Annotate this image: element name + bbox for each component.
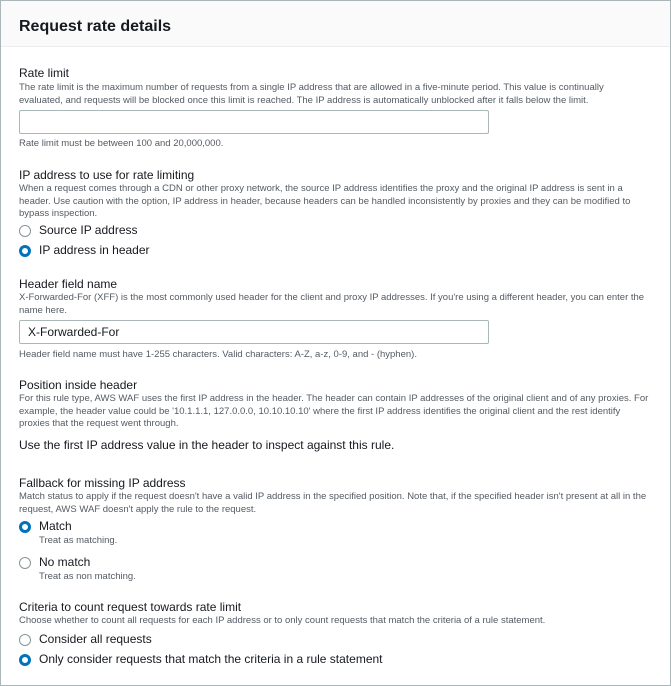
radio-source-ip-button[interactable] (19, 225, 31, 237)
radio-match-button[interactable] (19, 521, 31, 533)
position-label: Position inside header (19, 378, 138, 392)
radio-ip-in-header[interactable] (19, 243, 150, 258)
fallback-description: Match status to apply if the request doesn't have a valid IP address in the specified position. Note that, if the specified header isn't present at all in the request, AWS WAF doesn't apply the rule to the request. (19, 491, 647, 515)
panel-header (1, 1, 670, 47)
rate-limit-input[interactable] (19, 110, 489, 134)
radio-no-match-button[interactable] (19, 557, 31, 569)
radio-only-matching-label: Only consider requests that match the criteria in a rule statement (39, 652, 383, 666)
radio-match-sublabel: Treat as matching. (39, 535, 118, 546)
radio-only-matching[interactable] (19, 652, 383, 667)
radio-source-ip[interactable] (19, 223, 138, 238)
position-text: Use the first IP address value in the header to inspect against this rule. (19, 438, 395, 452)
rate-limit-label: Rate limit (19, 66, 70, 80)
radio-consider-all[interactable] (19, 632, 152, 647)
radio-only-matching-button[interactable] (19, 654, 31, 666)
radio-consider-all-button[interactable] (19, 634, 31, 646)
rate-limit-hint: Rate limit must be between 100 and 20,000,000. (19, 138, 224, 149)
criteria-label: Criteria to count request towards rate limit (19, 600, 242, 614)
panel-title: Request rate details (19, 18, 172, 35)
radio-ip-in-header-label: IP address in header (39, 243, 150, 257)
header-field-label: Header field name (19, 277, 118, 291)
radio-no-match[interactable] (19, 555, 90, 570)
radio-no-match-sublabel: Treat as non matching. (39, 571, 136, 582)
radio-no-match-label: No match (39, 555, 91, 569)
fallback-label: Fallback for missing IP address (19, 476, 186, 490)
header-field-input[interactable] (19, 320, 489, 344)
criteria-description: Choose whether to count all requests for each IP address or to only count requests that match the criteria of a rule statement. (19, 615, 546, 626)
position-description: For this rule type, AWS WAF uses the first IP address in the header. The header can contain IP addresses of the original client and of any proxies. For example, the header value could be '10.1.1.1, 127.0.0.0, 10.10.10.10' where the first IP address identifies the original client and the rest identify proxies that the request went through. (19, 393, 649, 429)
radio-consider-all-label: Consider all requests (39, 632, 152, 646)
ip-address-description: When a request comes through a CDN or other proxy network, the source IP address identifies the proxy and the original IP address is sent in a header. Use caution with the option, IP address in header, because headers can be handled inconsistently by proxies and they can be modified to bypass inspection. (19, 183, 631, 219)
ip-address-label: IP address to use for rate limiting (19, 168, 195, 182)
radio-match[interactable] (19, 519, 72, 534)
radio-match-label: Match (39, 519, 72, 533)
header-field-hint: Header field name must have 1-255 characters. Valid characters: A-Z, a-z, 0-9, and - (hyphen). (19, 349, 417, 360)
header-field-description: X-Forwarded-For (XFF) is the most commonly used header for the client and proxy IP addresses. If you're using a different header, you can enter the name here. (19, 292, 645, 316)
radio-source-ip-label: Source IP address (39, 223, 138, 237)
radio-ip-in-header-button[interactable] (19, 245, 31, 257)
rate-limit-description: The rate limit is the maximum number of requests from a single IP address that are allowed in a five-minute period. This value is continually evaluated, and requests will be blocked once this limit is reached. The IP address is automatically unblocked after it falls below the limit. (19, 82, 604, 106)
